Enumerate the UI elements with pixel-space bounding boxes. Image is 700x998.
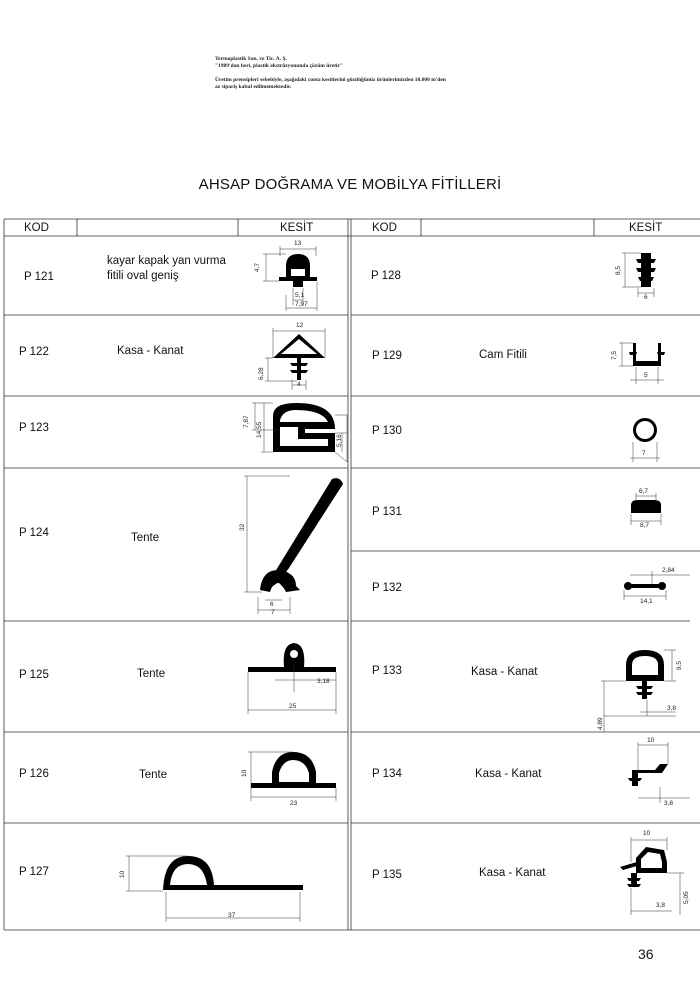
code-p133: P 133 [372, 665, 402, 677]
profile-p131 [631, 500, 661, 513]
desc-p122: Kasa - Kanat [117, 345, 184, 357]
code-p122: P 122 [19, 346, 49, 358]
dim-p121-stem: 5,1 [295, 292, 305, 299]
profile-p126 [251, 752, 336, 788]
desc-p124: Tente [131, 532, 160, 544]
dim-p125-bulb: 3,18 [317, 678, 330, 685]
profile-p135 [636, 847, 667, 873]
page-title: AHSAP DOĞRAMA VE MOBİLYA FİTİLLERİ [198, 176, 502, 193]
profile-p122 [273, 334, 325, 358]
profile-p125 [248, 643, 336, 672]
dim-p133-stem: 3,8 [667, 705, 677, 712]
code-p134: P 134 [372, 768, 402, 780]
dim-p129-width: 5 [644, 372, 648, 379]
code-p132: P 132 [372, 582, 402, 594]
profile-p134 [632, 764, 668, 776]
dim-p133-total: 4,89 [597, 717, 604, 730]
desc-p125: Tente [137, 668, 166, 680]
code-p127: P 127 [19, 866, 49, 878]
code-p126: P 126 [19, 768, 49, 780]
desc-p133: Kasa - Kanat [471, 666, 538, 678]
dim-p128-height: 8,5 [615, 265, 622, 275]
header-kesit-right: KESİT [629, 222, 663, 234]
profile-p133 [626, 650, 664, 681]
profile-p127 [163, 856, 303, 891]
dim-p131-base: 8,7 [640, 522, 650, 529]
dim-p130-diameter: 7 [642, 450, 646, 457]
dim-p127-width: 37 [228, 912, 236, 919]
code-p125: P 125 [19, 669, 49, 681]
dim-p122-stem: 4 [297, 381, 301, 388]
notice-line-1: Üretim prensipleri sebebiyle, aşağıdaki conta kesitlerini gözdüğünüz ürünlerimizden 10.000 m'den [215, 77, 446, 83]
dim-p128-width: 6 [644, 294, 648, 301]
dim-p122-height: 6,28 [258, 367, 265, 380]
code-p131: P 131 [372, 506, 402, 518]
header-kesit-left: KESİT [280, 222, 314, 234]
desc-p121: kayar kapak yan vurma fitili oval geniş [107, 255, 226, 282]
profile-p121 [279, 254, 317, 281]
dim-p134-width: 10 [647, 737, 655, 744]
dim-p122-width: 12 [296, 322, 304, 329]
dim-p127-height: 10 [119, 870, 126, 878]
dim-p123-height: 14,55 [256, 421, 263, 438]
dim-p135-height: 5,05 [683, 891, 690, 904]
dim-p124-bulb: 6 [270, 601, 274, 608]
code-p129: P 129 [372, 350, 402, 362]
dim-p134-stem: 3,8 [664, 800, 674, 807]
notice-line-2: az sipariş kabul edilmemektedir. [215, 84, 292, 90]
dim-p126-width: 23 [290, 800, 298, 807]
dim-p132-width: 14,1 [640, 598, 653, 605]
dim-p135-width: 10 [643, 830, 651, 837]
dim-p129-height: 7,5 [611, 350, 618, 360]
dim-p123-top: 7,87 [243, 415, 250, 428]
dim-p124-base: 7 [271, 609, 275, 616]
profile-p129 [633, 343, 661, 366]
desc-p134: Kasa - Kanat [475, 768, 542, 780]
desc-p129: Cam Fitili [479, 349, 527, 361]
dim-p126-height: 10 [241, 769, 248, 777]
profile-p123 [273, 403, 335, 452]
code-p135: P 135 [372, 869, 402, 881]
company-slogan: "1989'dan beri, plastik ekstrüzyonunda çözüm üretir" [215, 63, 343, 69]
company-name: Termoplastik San. ve Tic. A. Ş. [215, 56, 287, 62]
dim-p131-top: 6,7 [639, 488, 649, 495]
code-p128: P 128 [371, 270, 401, 282]
profile-p124 [275, 478, 343, 572]
dim-p124-height: 32 [239, 523, 246, 531]
header-kod-right: KOD [372, 222, 397, 234]
dim-p135-stem: 3,8 [656, 902, 666, 909]
desc-p135: Kasa - Kanat [479, 867, 546, 879]
code-p130: P 130 [372, 425, 402, 437]
code-p123: P 123 [19, 422, 49, 434]
page-number: 36 [638, 946, 654, 962]
dim-p121-width: 13 [294, 240, 302, 247]
dim-p123-lip: 5,16 [336, 434, 343, 447]
code-p121: P 121 [24, 271, 54, 283]
dim-p121-height: 4,7 [254, 262, 261, 272]
dim-p133-height: 9,5 [676, 660, 683, 670]
code-p124: P 124 [19, 527, 49, 539]
desc-p126: Tente [139, 769, 168, 781]
dim-p132-thickness: 2,84 [662, 567, 675, 574]
header-kod-left: KOD [24, 222, 49, 234]
dim-p125-width: 25 [289, 703, 297, 710]
dim-p121-base: 7,97 [295, 301, 308, 308]
